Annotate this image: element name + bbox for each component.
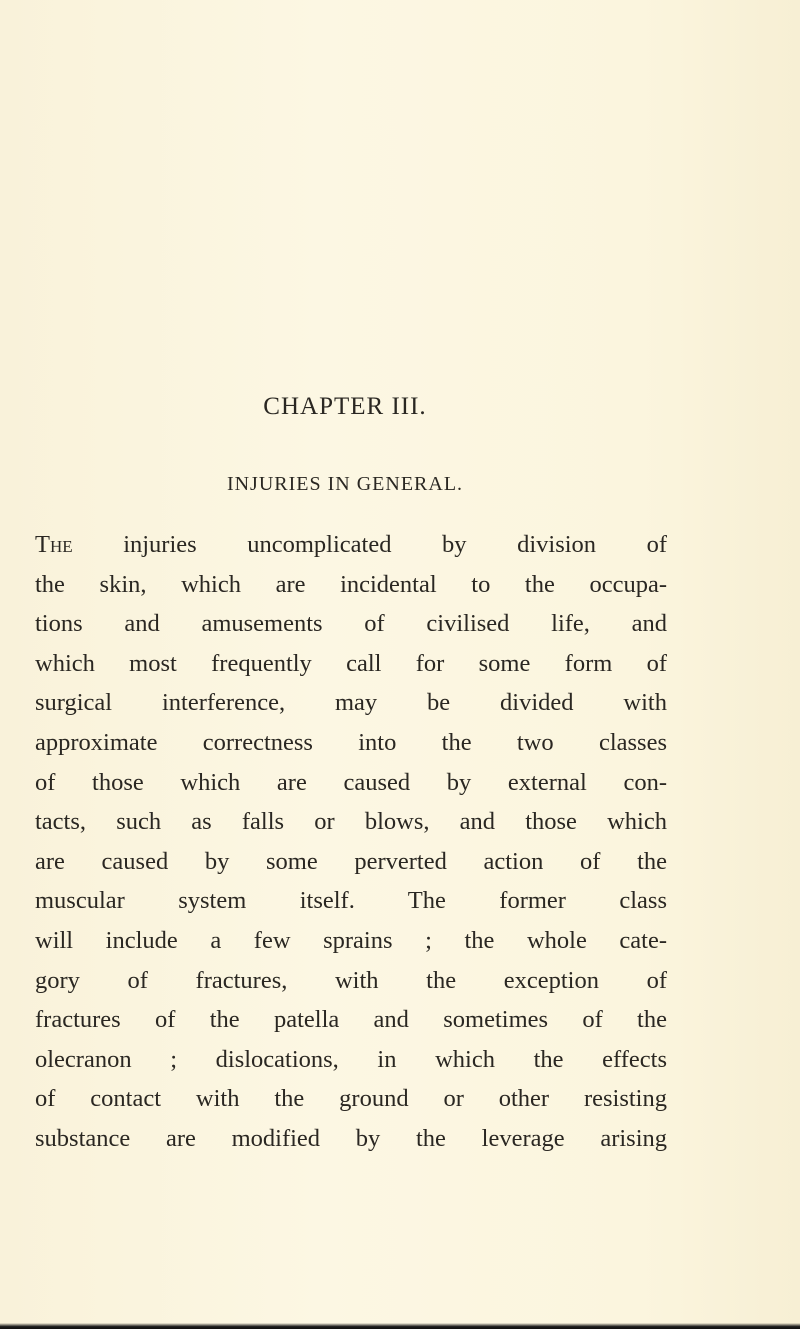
text-line-6: approximate correctness into the two classes: [35, 728, 667, 756]
text-line-11: will include a few sprains ; the whole cate-: [35, 926, 667, 954]
body-paragraph: [35, 525, 667, 1159]
text-line-14: olecranon ; dislocations, in which the effects: [35, 1045, 667, 1073]
text-line-3: tions and amusements of civilised life, and: [35, 610, 667, 638]
text-line-8: tacts, such as falls or blows, and those which: [35, 808, 667, 836]
chapter-heading: CHAPTER III.: [263, 393, 427, 420]
section-heading: INJURIES IN GENERAL.: [226, 473, 464, 495]
first-word: The: [35, 531, 73, 558]
text-line-9: are caused by some perverted action of the: [35, 847, 667, 875]
text-line-7: of those which are caused by external con-: [35, 768, 667, 796]
page-bottom-edge: [0, 1323, 800, 1329]
text-line-2: the skin, which are incidental to the occupa-: [35, 570, 667, 598]
text-line-16: substance are modified by the leverage arising: [35, 1124, 667, 1152]
text-line-15: of contact with the ground or other resisting: [35, 1085, 667, 1113]
text-line-10: muscular system itself. The former class: [35, 887, 667, 915]
text-line-1-rest: injuries uncomplicated by division of: [72, 531, 667, 558]
text-line-4: which most frequently call for some form of: [35, 649, 667, 677]
text-line-5: surgical interference, may be divided with: [35, 689, 667, 717]
text-line-12: gory of fractures, with the exception of: [35, 966, 667, 994]
text-line-1: [35, 525, 667, 565]
text-line-13: fractures of the patella and sometimes of the: [35, 1006, 667, 1034]
